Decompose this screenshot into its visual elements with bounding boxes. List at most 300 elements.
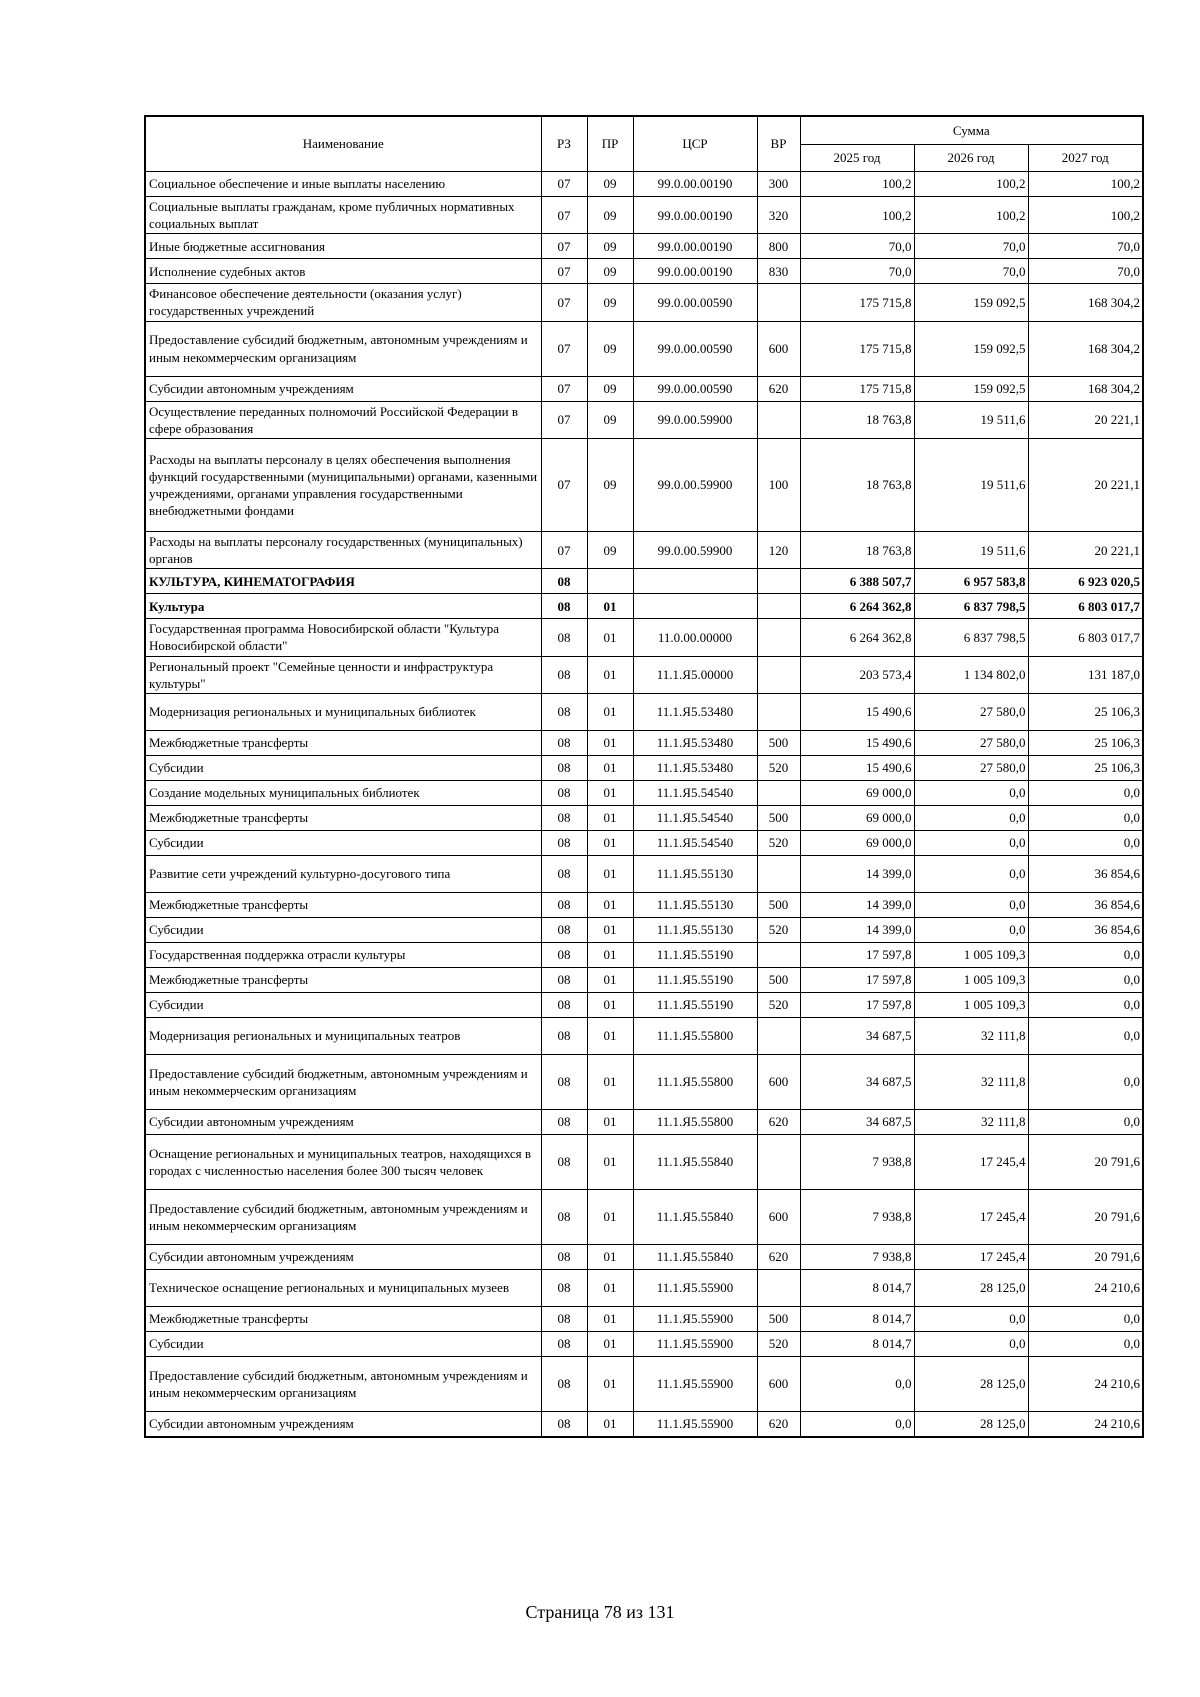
cell-csr: 99.0.00.00590 xyxy=(633,376,757,401)
cell-pr: 01 xyxy=(587,1306,633,1331)
cell-amount-2027: 0,0 xyxy=(1028,967,1143,992)
cell-amount-2027: 168 304,2 xyxy=(1028,321,1143,376)
cell-amount-2026: 0,0 xyxy=(914,830,1028,855)
cell-name: Предоставление субсидий бюджетным, автономным учреждениям и иным некоммерческим организациям xyxy=(145,321,541,376)
table-row xyxy=(145,656,1143,693)
cell-name: Субсидии xyxy=(145,917,541,942)
cell-rz: 08 xyxy=(541,1356,587,1411)
cell-name: Исполнение судебных актов xyxy=(145,259,541,284)
cell-name: Межбюджетные трансферты xyxy=(145,1306,541,1331)
cell-pr: 09 xyxy=(587,401,633,438)
cell-pr: 01 xyxy=(587,892,633,917)
cell-amount-2027: 0,0 xyxy=(1028,942,1143,967)
cell-amount-2025: 17 597,8 xyxy=(800,967,914,992)
cell-csr: 99.0.00.59900 xyxy=(633,531,757,568)
cell-amount-2026: 17 245,4 xyxy=(914,1189,1028,1244)
cell-csr: 99.0.00.00590 xyxy=(633,284,757,321)
cell-amount-2026: 159 092,5 xyxy=(914,321,1028,376)
cell-rz: 08 xyxy=(541,780,587,805)
table-row xyxy=(145,1331,1143,1356)
cell-pr: 01 xyxy=(587,594,633,619)
cell-pr: 01 xyxy=(587,755,633,780)
cell-amount-2025: 8 014,7 xyxy=(800,1331,914,1356)
cell-csr: 11.1.Я5.55800 xyxy=(633,1017,757,1054)
cell-amount-2027: 25 106,3 xyxy=(1028,693,1143,730)
cell-amount-2026: 19 511,6 xyxy=(914,531,1028,568)
cell-amount-2027: 100,2 xyxy=(1028,172,1143,197)
cell-name: Развитие сети учреждений культурно-досугового типа xyxy=(145,855,541,892)
cell-amount-2027: 0,0 xyxy=(1028,1017,1143,1054)
table-row xyxy=(145,892,1143,917)
cell-amount-2025: 15 490,6 xyxy=(800,730,914,755)
cell-amount-2027: 131 187,0 xyxy=(1028,656,1143,693)
cell-pr: 01 xyxy=(587,1331,633,1356)
cell-rz: 07 xyxy=(541,376,587,401)
cell-amount-2025: 34 687,5 xyxy=(800,1054,914,1109)
cell-rz: 08 xyxy=(541,830,587,855)
table-row xyxy=(145,594,1143,619)
cell-name: Расходы на выплаты персоналу в целях обеспечения выполнения функций государственными (муниципальными) органами, казенными учреждениями, органами управления государственными внебюджетными фондами xyxy=(145,438,541,531)
cell-amount-2026: 6 837 798,5 xyxy=(914,594,1028,619)
cell-vr: 520 xyxy=(757,830,800,855)
cell-rz: 08 xyxy=(541,656,587,693)
cell-amount-2026: 159 092,5 xyxy=(914,376,1028,401)
cell-amount-2026: 100,2 xyxy=(914,172,1028,197)
cell-amount-2025: 70,0 xyxy=(800,259,914,284)
cell-pr: 01 xyxy=(587,1269,633,1306)
cell-rz: 08 xyxy=(541,892,587,917)
cell-name: Субсидии xyxy=(145,830,541,855)
cell-amount-2025: 0,0 xyxy=(800,1356,914,1411)
table-body xyxy=(145,172,1143,1437)
cell-name: Субсидии автономным учреждениям xyxy=(145,376,541,401)
cell-rz: 08 xyxy=(541,805,587,830)
cell-name: Оснащение региональных и муниципальных театров, находящихся в городах с численностью населения более 300 тысяч человек xyxy=(145,1134,541,1189)
cell-rz: 08 xyxy=(541,855,587,892)
cell-csr: 11.1.Я5.55900 xyxy=(633,1331,757,1356)
page-number: Страница 78 из 131 xyxy=(525,1602,675,1622)
cell-name: Иные бюджетные ассигнования xyxy=(145,234,541,259)
cell-amount-2026: 27 580,0 xyxy=(914,730,1028,755)
cell-rz: 07 xyxy=(541,284,587,321)
cell-vr xyxy=(757,569,800,594)
cell-rz: 08 xyxy=(541,730,587,755)
cell-pr: 01 xyxy=(587,1134,633,1189)
cell-pr: 01 xyxy=(587,1189,633,1244)
cell-vr xyxy=(757,1134,800,1189)
header-pr: ПР xyxy=(587,116,633,172)
table-row xyxy=(145,1134,1143,1189)
cell-amount-2026: 0,0 xyxy=(914,1306,1028,1331)
table-row xyxy=(145,531,1143,568)
cell-amount-2025: 15 490,6 xyxy=(800,755,914,780)
table-row xyxy=(145,830,1143,855)
cell-pr: 01 xyxy=(587,855,633,892)
cell-amount-2027: 6 923 020,5 xyxy=(1028,569,1143,594)
cell-amount-2026: 0,0 xyxy=(914,892,1028,917)
cell-vr: 320 xyxy=(757,197,800,234)
cell-rz: 08 xyxy=(541,1306,587,1331)
table-row xyxy=(145,1411,1143,1437)
cell-vr: 520 xyxy=(757,917,800,942)
cell-amount-2025: 8 014,7 xyxy=(800,1269,914,1306)
cell-amount-2027: 168 304,2 xyxy=(1028,376,1143,401)
cell-pr: 09 xyxy=(587,284,633,321)
cell-amount-2026: 0,0 xyxy=(914,780,1028,805)
cell-amount-2025: 6 388 507,7 xyxy=(800,569,914,594)
cell-amount-2026: 17 245,4 xyxy=(914,1134,1028,1189)
cell-amount-2025: 69 000,0 xyxy=(800,805,914,830)
cell-vr: 520 xyxy=(757,755,800,780)
cell-rz: 08 xyxy=(541,1017,587,1054)
cell-csr: 11.1.Я5.55190 xyxy=(633,942,757,967)
cell-amount-2025: 14 399,0 xyxy=(800,855,914,892)
table-row xyxy=(145,917,1143,942)
cell-csr: 99.0.00.00590 xyxy=(633,321,757,376)
cell-name: Модернизация региональных и муниципальных театров xyxy=(145,1017,541,1054)
cell-pr: 09 xyxy=(587,197,633,234)
cell-csr: 11.1.Я5.55900 xyxy=(633,1356,757,1411)
cell-vr: 100 xyxy=(757,438,800,531)
cell-amount-2025: 17 597,8 xyxy=(800,992,914,1017)
cell-amount-2027: 70,0 xyxy=(1028,234,1143,259)
cell-rz: 07 xyxy=(541,234,587,259)
cell-amount-2026: 1 005 109,3 xyxy=(914,992,1028,1017)
cell-amount-2025: 8 014,7 xyxy=(800,1306,914,1331)
cell-amount-2025: 34 687,5 xyxy=(800,1109,914,1134)
cell-amount-2027: 20 791,6 xyxy=(1028,1244,1143,1269)
cell-rz: 07 xyxy=(541,172,587,197)
cell-rz: 08 xyxy=(541,619,587,656)
cell-csr: 11.1.Я5.55800 xyxy=(633,1054,757,1109)
cell-csr xyxy=(633,569,757,594)
cell-pr: 01 xyxy=(587,1244,633,1269)
cell-amount-2025: 175 715,8 xyxy=(800,376,914,401)
cell-amount-2025: 18 763,8 xyxy=(800,531,914,568)
cell-amount-2025: 14 399,0 xyxy=(800,917,914,942)
table-row xyxy=(145,780,1143,805)
table-row xyxy=(145,569,1143,594)
cell-amount-2027: 20 791,6 xyxy=(1028,1134,1143,1189)
cell-name: Социальные выплаты гражданам, кроме публичных нормативных социальных выплат xyxy=(145,197,541,234)
cell-amount-2027: 24 210,6 xyxy=(1028,1411,1143,1437)
cell-csr: 11.1.Я5.55130 xyxy=(633,917,757,942)
cell-vr: 500 xyxy=(757,730,800,755)
table-row xyxy=(145,401,1143,438)
cell-pr: 01 xyxy=(587,1411,633,1437)
table-row xyxy=(145,693,1143,730)
cell-pr: 01 xyxy=(587,942,633,967)
cell-pr: 01 xyxy=(587,619,633,656)
cell-name: Субсидии автономным учреждениям xyxy=(145,1411,541,1437)
cell-amount-2025: 14 399,0 xyxy=(800,892,914,917)
table-row xyxy=(145,967,1143,992)
cell-name: Субсидии xyxy=(145,992,541,1017)
cell-csr: 11.1.Я5.54540 xyxy=(633,830,757,855)
cell-amount-2027: 6 803 017,7 xyxy=(1028,619,1143,656)
cell-csr: 11.1.Я5.53480 xyxy=(633,730,757,755)
cell-csr: 11.1.Я5.55900 xyxy=(633,1269,757,1306)
table-row xyxy=(145,376,1143,401)
cell-csr: 11.1.Я5.55130 xyxy=(633,855,757,892)
table-row xyxy=(145,1017,1143,1054)
cell-name: Государственная поддержка отрасли культуры xyxy=(145,942,541,967)
cell-pr: 01 xyxy=(587,1109,633,1134)
table-row xyxy=(145,992,1143,1017)
cell-pr: 01 xyxy=(587,917,633,942)
cell-amount-2026: 28 125,0 xyxy=(914,1356,1028,1411)
cell-vr: 520 xyxy=(757,1331,800,1356)
cell-rz: 08 xyxy=(541,1109,587,1134)
cell-amount-2027: 0,0 xyxy=(1028,1054,1143,1109)
cell-rz: 08 xyxy=(541,1189,587,1244)
cell-amount-2026: 0,0 xyxy=(914,917,1028,942)
cell-amount-2027: 25 106,3 xyxy=(1028,730,1143,755)
cell-rz: 08 xyxy=(541,942,587,967)
cell-amount-2026: 27 580,0 xyxy=(914,693,1028,730)
table-row xyxy=(145,438,1143,531)
cell-pr: 01 xyxy=(587,1356,633,1411)
cell-vr: 600 xyxy=(757,321,800,376)
cell-csr: 11.1.Я5.55900 xyxy=(633,1411,757,1437)
cell-name: Межбюджетные трансферты xyxy=(145,892,541,917)
cell-amount-2027: 0,0 xyxy=(1028,805,1143,830)
cell-name: Межбюджетные трансферты xyxy=(145,730,541,755)
cell-amount-2026: 28 125,0 xyxy=(914,1269,1028,1306)
cell-csr xyxy=(633,594,757,619)
cell-name: Межбюджетные трансферты xyxy=(145,805,541,830)
cell-amount-2025: 18 763,8 xyxy=(800,401,914,438)
cell-pr: 01 xyxy=(587,1054,633,1109)
cell-csr: 99.0.00.59900 xyxy=(633,401,757,438)
cell-vr xyxy=(757,1269,800,1306)
cell-csr: 99.0.00.00190 xyxy=(633,259,757,284)
cell-pr: 01 xyxy=(587,730,633,755)
cell-csr: 11.1.Я5.55840 xyxy=(633,1134,757,1189)
cell-pr: 01 xyxy=(587,780,633,805)
cell-amount-2027: 0,0 xyxy=(1028,780,1143,805)
cell-pr: 01 xyxy=(587,656,633,693)
cell-amount-2026: 159 092,5 xyxy=(914,284,1028,321)
cell-csr: 11.1.Я5.55900 xyxy=(633,1306,757,1331)
cell-amount-2026: 28 125,0 xyxy=(914,1411,1028,1437)
cell-amount-2025: 18 763,8 xyxy=(800,438,914,531)
cell-name: Культура xyxy=(145,594,541,619)
header-sum: Сумма xyxy=(800,116,1143,145)
cell-csr: 11.1.Я5.54540 xyxy=(633,805,757,830)
table-row xyxy=(145,755,1143,780)
table-row xyxy=(145,1109,1143,1134)
cell-amount-2025: 175 715,8 xyxy=(800,284,914,321)
cell-amount-2027: 0,0 xyxy=(1028,992,1143,1017)
cell-vr xyxy=(757,693,800,730)
cell-csr: 11.1.Я5.00000 xyxy=(633,656,757,693)
table-row xyxy=(145,855,1143,892)
cell-rz: 07 xyxy=(541,401,587,438)
cell-amount-2025: 100,2 xyxy=(800,197,914,234)
cell-amount-2026: 0,0 xyxy=(914,855,1028,892)
table-row xyxy=(145,1356,1143,1411)
cell-name: Социальное обеспечение и иные выплаты населению xyxy=(145,172,541,197)
table-row xyxy=(145,197,1143,234)
cell-rz: 08 xyxy=(541,917,587,942)
cell-amount-2026: 17 245,4 xyxy=(914,1244,1028,1269)
cell-name: Предоставление субсидий бюджетным, автономным учреждениям и иным некоммерческим организациям xyxy=(145,1054,541,1109)
cell-vr: 600 xyxy=(757,1189,800,1244)
cell-amount-2027: 70,0 xyxy=(1028,259,1143,284)
cell-rz: 07 xyxy=(541,259,587,284)
cell-rz: 08 xyxy=(541,755,587,780)
cell-amount-2027: 20 221,1 xyxy=(1028,438,1143,531)
cell-vr: 500 xyxy=(757,967,800,992)
cell-amount-2027: 0,0 xyxy=(1028,830,1143,855)
cell-pr: 01 xyxy=(587,1017,633,1054)
header-rz: РЗ xyxy=(541,116,587,172)
cell-rz: 08 xyxy=(541,693,587,730)
cell-vr xyxy=(757,942,800,967)
table-row xyxy=(145,805,1143,830)
cell-pr: 09 xyxy=(587,376,633,401)
cell-csr: 11.1.Я5.53480 xyxy=(633,755,757,780)
cell-rz: 08 xyxy=(541,1331,587,1356)
cell-amount-2025: 100,2 xyxy=(800,172,914,197)
table-row xyxy=(145,1189,1143,1244)
cell-amount-2026: 70,0 xyxy=(914,259,1028,284)
cell-vr: 830 xyxy=(757,259,800,284)
cell-rz: 07 xyxy=(541,438,587,531)
cell-amount-2027: 0,0 xyxy=(1028,1109,1143,1134)
cell-amount-2025: 6 264 362,8 xyxy=(800,594,914,619)
cell-amount-2026: 19 511,6 xyxy=(914,401,1028,438)
cell-name: КУЛЬТУРА, КИНЕМАТОГРАФИЯ xyxy=(145,569,541,594)
table-row xyxy=(145,1269,1143,1306)
table-row xyxy=(145,1244,1143,1269)
cell-amount-2025: 15 490,6 xyxy=(800,693,914,730)
cell-amount-2027: 0,0 xyxy=(1028,1331,1143,1356)
cell-vr: 620 xyxy=(757,376,800,401)
table-row xyxy=(145,321,1143,376)
cell-amount-2026: 100,2 xyxy=(914,197,1028,234)
cell-amount-2025: 17 597,8 xyxy=(800,942,914,967)
cell-rz: 08 xyxy=(541,1134,587,1189)
cell-amount-2026: 32 111,8 xyxy=(914,1054,1028,1109)
cell-vr xyxy=(757,1017,800,1054)
cell-amount-2025: 7 938,8 xyxy=(800,1134,914,1189)
header-name: Наименование xyxy=(145,116,541,172)
cell-pr xyxy=(587,569,633,594)
cell-csr: 99.0.00.00190 xyxy=(633,197,757,234)
cell-csr: 11.1.Я5.53480 xyxy=(633,693,757,730)
cell-rz: 07 xyxy=(541,321,587,376)
cell-name: Расходы на выплаты персоналу государственных (муниципальных) органов xyxy=(145,531,541,568)
header-year-2026: 2026 год xyxy=(914,145,1028,172)
cell-amount-2025: 7 938,8 xyxy=(800,1189,914,1244)
cell-amount-2026: 1 134 802,0 xyxy=(914,656,1028,693)
cell-pr: 01 xyxy=(587,992,633,1017)
cell-pr: 09 xyxy=(587,531,633,568)
header-csr: ЦСР xyxy=(633,116,757,172)
cell-amount-2027: 20 221,1 xyxy=(1028,401,1143,438)
cell-rz: 07 xyxy=(541,197,587,234)
cell-name: Субсидии автономным учреждениям xyxy=(145,1109,541,1134)
cell-vr: 620 xyxy=(757,1244,800,1269)
cell-pr: 09 xyxy=(587,259,633,284)
cell-amount-2027: 100,2 xyxy=(1028,197,1143,234)
cell-name: Создание модельных муниципальных библиотек xyxy=(145,780,541,805)
cell-rz: 08 xyxy=(541,594,587,619)
cell-vr: 120 xyxy=(757,531,800,568)
cell-vr xyxy=(757,656,800,693)
cell-csr: 99.0.00.59900 xyxy=(633,438,757,531)
cell-amount-2025: 70,0 xyxy=(800,234,914,259)
cell-amount-2026: 1 005 109,3 xyxy=(914,967,1028,992)
cell-vr xyxy=(757,780,800,805)
cell-name: Осуществление переданных полномочий Российской Федерации в сфере образования xyxy=(145,401,541,438)
cell-vr: 520 xyxy=(757,992,800,1017)
cell-csr: 99.0.00.00190 xyxy=(633,172,757,197)
cell-pr: 01 xyxy=(587,967,633,992)
cell-amount-2027: 6 803 017,7 xyxy=(1028,594,1143,619)
cell-amount-2027: 168 304,2 xyxy=(1028,284,1143,321)
cell-amount-2027: 36 854,6 xyxy=(1028,892,1143,917)
cell-amount-2025: 175 715,8 xyxy=(800,321,914,376)
cell-name: Модернизация региональных и муниципальных библиотек xyxy=(145,693,541,730)
cell-amount-2026: 19 511,6 xyxy=(914,438,1028,531)
cell-vr: 500 xyxy=(757,892,800,917)
cell-amount-2025: 0,0 xyxy=(800,1411,914,1437)
cell-vr: 500 xyxy=(757,1306,800,1331)
cell-amount-2027: 20 221,1 xyxy=(1028,531,1143,568)
cell-amount-2026: 0,0 xyxy=(914,805,1028,830)
cell-vr xyxy=(757,619,800,656)
cell-rz: 08 xyxy=(541,1411,587,1437)
header-year-2027: 2027 год xyxy=(1028,145,1143,172)
cell-pr: 01 xyxy=(587,830,633,855)
cell-csr: 11.1.Я5.55130 xyxy=(633,892,757,917)
cell-name: Финансовое обеспечение деятельности (оказания услуг) государственных учреждений xyxy=(145,284,541,321)
cell-csr: 11.0.00.00000 xyxy=(633,619,757,656)
cell-vr xyxy=(757,594,800,619)
cell-name: Субсидии автономным учреждениям xyxy=(145,1244,541,1269)
cell-amount-2026: 1 005 109,3 xyxy=(914,942,1028,967)
table-row xyxy=(145,942,1143,967)
cell-vr: 600 xyxy=(757,1356,800,1411)
header-year-2025: 2025 год xyxy=(800,145,914,172)
cell-vr: 300 xyxy=(757,172,800,197)
cell-rz: 07 xyxy=(541,531,587,568)
cell-amount-2027: 24 210,6 xyxy=(1028,1356,1143,1411)
header-vr: ВР xyxy=(757,116,800,172)
cell-pr: 01 xyxy=(587,805,633,830)
cell-csr: 11.1.Я5.55840 xyxy=(633,1244,757,1269)
cell-vr: 800 xyxy=(757,234,800,259)
cell-pr: 09 xyxy=(587,234,633,259)
cell-name: Техническое оснащение региональных и муниципальных музеев xyxy=(145,1269,541,1306)
cell-pr: 09 xyxy=(587,438,633,531)
cell-name: Предоставление субсидий бюджетным, автономным учреждениям и иным некоммерческим организациям xyxy=(145,1189,541,1244)
cell-amount-2025: 7 938,8 xyxy=(800,1244,914,1269)
cell-csr: 11.1.Я5.55190 xyxy=(633,992,757,1017)
table-row xyxy=(145,619,1143,656)
cell-amount-2027: 25 106,3 xyxy=(1028,755,1143,780)
cell-amount-2025: 6 264 362,8 xyxy=(800,619,914,656)
cell-name: Предоставление субсидий бюджетным, автономным учреждениям и иным некоммерческим организациям xyxy=(145,1356,541,1411)
cell-amount-2026: 6 837 798,5 xyxy=(914,619,1028,656)
cell-pr: 09 xyxy=(587,172,633,197)
cell-name: Региональный проект "Семейные ценности и инфраструктура культуры" xyxy=(145,656,541,693)
cell-csr: 11.1.Я5.55800 xyxy=(633,1109,757,1134)
cell-rz: 08 xyxy=(541,1269,587,1306)
